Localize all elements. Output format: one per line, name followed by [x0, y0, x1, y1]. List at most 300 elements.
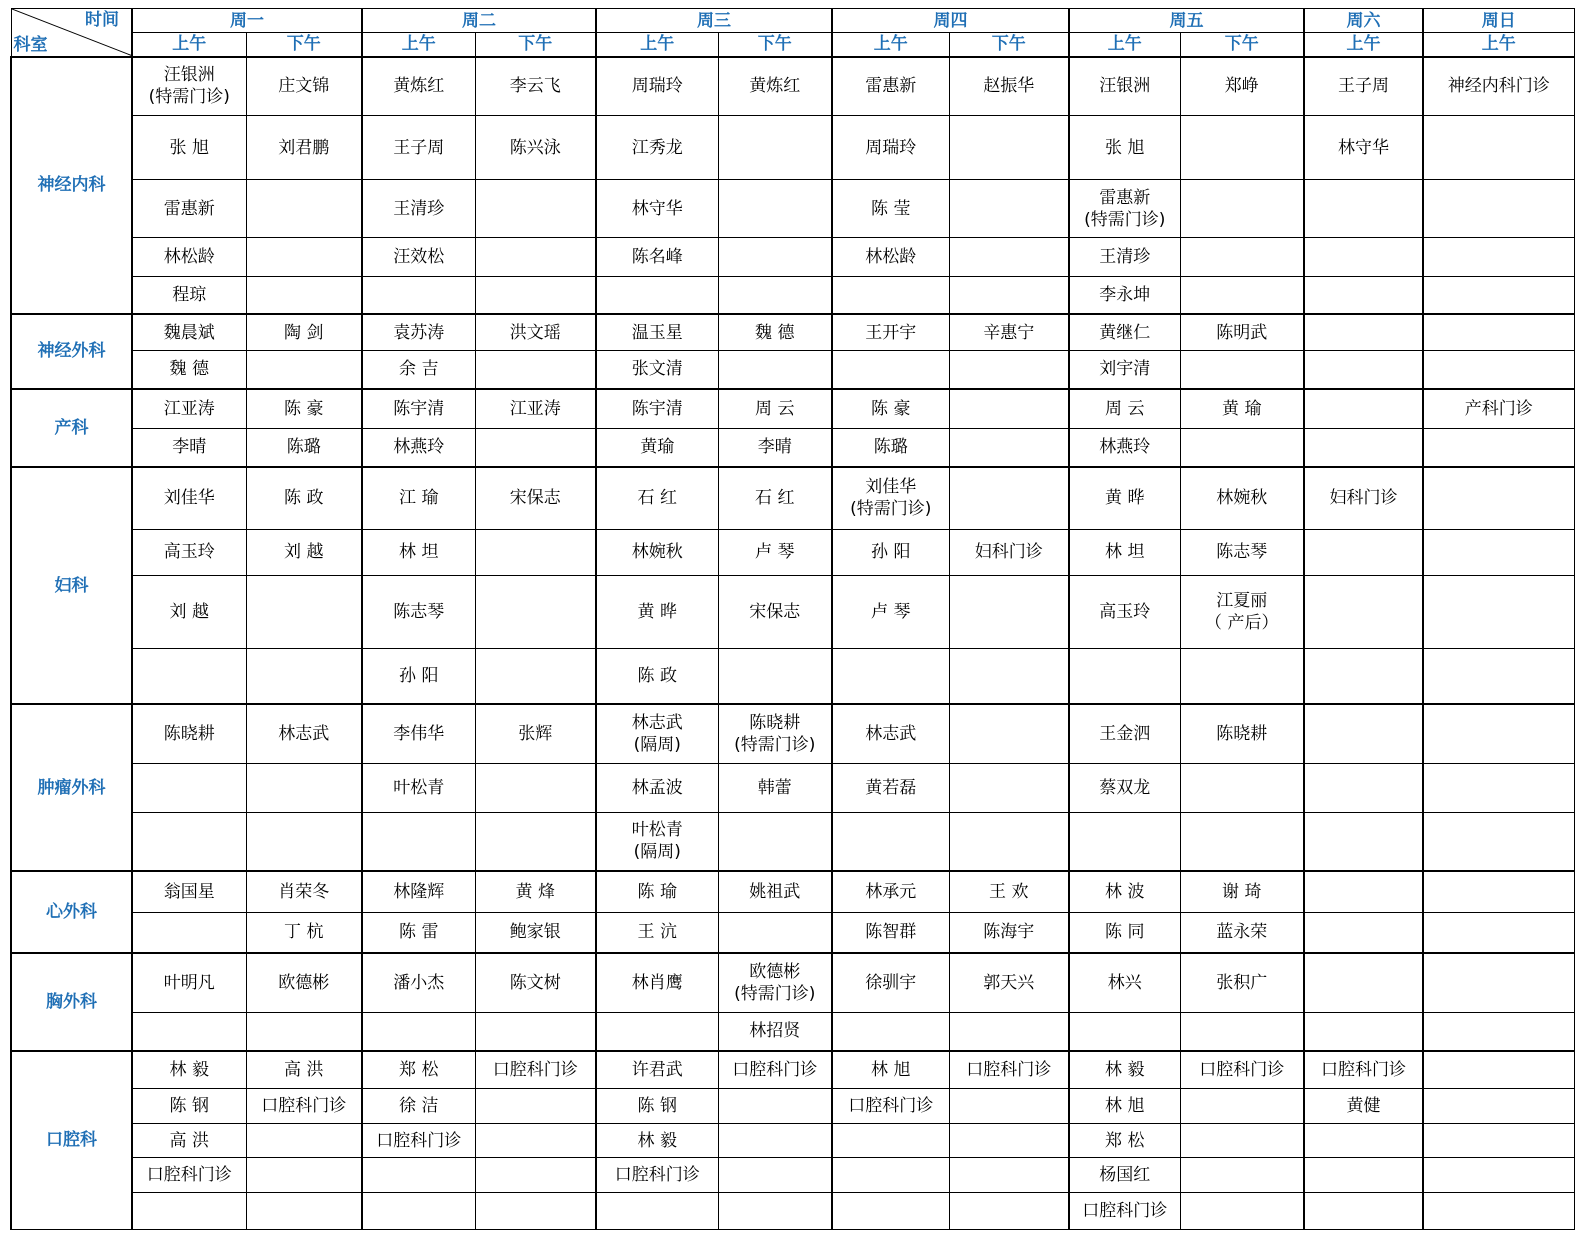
schedule-cell [246, 953, 362, 1012]
schedule-cell [718, 389, 832, 429]
schedule-cell [1069, 429, 1180, 467]
session-header: 上午 [362, 33, 475, 57]
doctor-name: 周瑞玲 [631, 76, 683, 97]
schedule-cell [132, 704, 246, 763]
doctor-name: 口腔科门诊 [966, 1060, 1052, 1081]
schedule-cell [1180, 575, 1304, 648]
schedule-cell [596, 812, 718, 870]
schedule-cell [132, 57, 246, 116]
schedule-cell [1180, 1012, 1304, 1051]
schedule-cell [1069, 812, 1180, 870]
session-header: 上午 [132, 33, 246, 57]
schedule-cell [132, 812, 246, 870]
doctor-name: 陈明武 [1216, 322, 1268, 343]
schedule-cell [362, 238, 475, 277]
schedule-cell [1423, 871, 1574, 913]
schedule-cell [1069, 575, 1180, 648]
doctor-name: 陶 剑 [284, 322, 324, 343]
schedule-cell [718, 871, 832, 913]
doctor-name: 许君武 [631, 1060, 683, 1081]
schedule-cell [1180, 704, 1304, 763]
schedule-cell [832, 1051, 949, 1089]
schedule-cell [1069, 529, 1180, 575]
schedule-cell [1180, 648, 1304, 704]
table-row [11, 1051, 1574, 1089]
schedule-cell [1069, 467, 1180, 530]
schedule-cell [1069, 1124, 1180, 1158]
schedule-cell [832, 1012, 949, 1051]
schedule-cell [475, 116, 596, 180]
table-row [11, 1192, 1574, 1229]
schedule-cell [718, 1089, 832, 1124]
doctor-name: 魏 德 [755, 322, 795, 343]
schedule-cell [596, 575, 718, 648]
doctor-name: 宋保志 [749, 601, 801, 622]
schedule-cell [475, 648, 596, 704]
schedule-cell [718, 1158, 832, 1193]
schedule-cell [949, 1192, 1069, 1229]
doctor-name: 林隆辉 [393, 881, 445, 902]
schedule-cell [832, 953, 949, 1012]
doctor-name: 口腔科门诊 [1199, 1060, 1285, 1081]
doctor-name: 林招贤 [749, 1021, 801, 1042]
schedule-cell [132, 871, 246, 913]
schedule-cell [832, 238, 949, 277]
header-corner [11, 9, 132, 57]
schedule-cell [1180, 180, 1304, 238]
schedule-cell [949, 180, 1069, 238]
doctor-name: 李晴 [172, 437, 207, 458]
schedule-cell [1180, 429, 1304, 467]
schedule-cell [246, 57, 362, 116]
schedule-cell [1423, 764, 1574, 812]
schedule-cell [1180, 913, 1304, 953]
doctor-name: 林 坦 [399, 542, 439, 563]
schedule-cell [718, 314, 832, 351]
schedule-cell [132, 1051, 246, 1089]
schedule-cell [132, 1124, 246, 1158]
schedule-cell [475, 429, 596, 467]
doctor-name: 张 旭 [169, 137, 209, 158]
schedule-cell [949, 648, 1069, 704]
doctor-name: 陈志琴 [393, 601, 445, 622]
schedule-cell [1423, 953, 1574, 1012]
schedule-cell [362, 529, 475, 575]
schedule-cell [1069, 764, 1180, 812]
doctor-name: 高玉玲 [163, 542, 215, 563]
schedule-cell [1304, 913, 1423, 953]
schedule-cell [1069, 1158, 1180, 1193]
table-row [11, 529, 1574, 575]
schedule-cell [362, 1089, 475, 1124]
doctor-name: 陈 雷 [399, 922, 439, 943]
schedule-cell [596, 1012, 718, 1051]
schedule-cell [132, 575, 246, 648]
schedule-cell [1304, 953, 1423, 1012]
doctor-name: 妇科门诊 [974, 542, 1043, 563]
doctor-name: 林婉秋 [631, 542, 683, 563]
table-row [11, 467, 1574, 530]
schedule-cell [832, 529, 949, 575]
schedule-cell [832, 1192, 949, 1229]
doctor-name: 高 洪 [169, 1130, 209, 1151]
schedule-cell [362, 467, 475, 530]
schedule-cell [596, 1051, 718, 1089]
schedule-cell [132, 1192, 246, 1229]
doctor-name: 李云飞 [509, 76, 561, 97]
doctor-name: 黄炼红 [749, 76, 801, 97]
table-row [11, 913, 1574, 953]
doctor-name: 孙 阳 [399, 666, 439, 686]
day-header-mon: 周一 [132, 9, 362, 33]
schedule-cell [1304, 1012, 1423, 1051]
schedule-cell [596, 704, 718, 763]
schedule-cell [1180, 467, 1304, 530]
schedule-cell [246, 277, 362, 314]
doctor-name: 汪银洲 (特需门诊) [148, 65, 230, 108]
schedule-cell [949, 238, 1069, 277]
schedule-cell [132, 1089, 246, 1124]
schedule-cell [246, 429, 362, 467]
schedule-cell [718, 575, 832, 648]
schedule-cell [132, 1158, 246, 1193]
doctor-name: 林 毅 [637, 1130, 677, 1151]
doctor-name: 高玉玲 [1099, 601, 1151, 622]
doctor-name: 高 洪 [284, 1060, 324, 1081]
session-header: 下午 [475, 33, 596, 57]
table-row [11, 575, 1574, 648]
doctor-name: 林志武 (隔周) [631, 713, 683, 756]
schedule-cell [475, 953, 596, 1012]
schedule-cell [1304, 116, 1423, 180]
schedule-cell [1423, 1089, 1574, 1124]
schedule-cell [1069, 871, 1180, 913]
doctor-name: 口腔科门诊 [1082, 1200, 1168, 1221]
schedule-cell [1423, 1158, 1574, 1193]
doctor-name: 张辉 [518, 724, 553, 745]
table-row [11, 351, 1574, 389]
schedule-cell [1304, 1192, 1423, 1229]
doctor-name: 汪效松 [393, 247, 445, 268]
schedule-cell [718, 529, 832, 575]
doctor-name: 姚祖武 [749, 881, 801, 902]
doctor-name: 林志武 [865, 724, 917, 745]
schedule-cell [362, 953, 475, 1012]
schedule-cell [832, 764, 949, 812]
schedule-cell [246, 1192, 362, 1229]
doctor-name: 陈晓耕 (特需门诊) [734, 713, 816, 756]
schedule-cell [1304, 351, 1423, 389]
schedule-cell [1423, 812, 1574, 870]
schedule-cell [1180, 57, 1304, 116]
department-name: 胸外科 [11, 953, 132, 1051]
doctor-name: 刘佳华 (特需门诊) [850, 477, 932, 520]
schedule-cell [362, 314, 475, 351]
schedule-cell [246, 704, 362, 763]
schedule-cell [596, 1124, 718, 1158]
schedule-cell [246, 575, 362, 648]
table-row [11, 429, 1574, 467]
doctor-name: 刘宇清 [1099, 359, 1151, 380]
doctor-name: 黄 晔 [637, 601, 677, 622]
doctor-name: 刘 越 [284, 542, 324, 563]
department-name: 神经外科 [11, 314, 132, 389]
doctor-name: 林 旭 [1105, 1096, 1145, 1117]
doctor-name: 陈宇清 [393, 398, 445, 419]
schedule-cell [718, 648, 832, 704]
session-header: 上午 [832, 33, 949, 57]
doctor-name: 杨国红 [1099, 1165, 1151, 1186]
table-row [11, 648, 1574, 704]
schedule-cell [1069, 57, 1180, 116]
schedule-cell [1304, 57, 1423, 116]
schedule-cell [1180, 953, 1304, 1012]
table-row [11, 238, 1574, 277]
schedule-cell [132, 1012, 246, 1051]
table-row [11, 871, 1574, 913]
doctor-name: 叶松青 [393, 778, 445, 799]
doctor-name: 韩蕾 [757, 778, 792, 799]
doctor-name: 李伟华 [393, 724, 445, 745]
schedule-cell [596, 1158, 718, 1193]
schedule-cell [596, 180, 718, 238]
schedule-cell [1180, 1158, 1304, 1193]
schedule-cell [949, 351, 1069, 389]
schedule-cell [832, 1158, 949, 1193]
doctor-name: 黄健 [1346, 1096, 1381, 1117]
doctor-name: 陈 钢 [169, 1096, 209, 1117]
doctor-name: 黄 瑜 [1222, 398, 1262, 419]
schedule-cell [1180, 1124, 1304, 1158]
schedule-cell [1180, 351, 1304, 389]
schedule-cell [949, 314, 1069, 351]
schedule-cell [718, 429, 832, 467]
schedule-cell [475, 180, 596, 238]
schedule-cell [475, 1012, 596, 1051]
schedule-cell [246, 180, 362, 238]
doctor-name: 卢 琴 [871, 601, 911, 622]
doctor-name: 林 毅 [169, 1060, 209, 1081]
schedule-cell [475, 913, 596, 953]
doctor-name: 口腔科门诊 [1321, 1060, 1406, 1081]
schedule-cell [596, 871, 718, 913]
table-row [11, 953, 1574, 1012]
table-row [11, 314, 1574, 351]
schedule-cell [718, 764, 832, 812]
schedule-cell [1423, 389, 1574, 429]
schedule-cell [475, 1192, 596, 1229]
schedule-cell [475, 1051, 596, 1089]
session-header: 下午 [718, 33, 832, 57]
doctor-name: 江亚涛 [509, 398, 561, 419]
schedule-cell [132, 467, 246, 530]
doctor-name: 王清珍 [1099, 247, 1151, 268]
schedule-cell [1180, 529, 1304, 575]
schedule-cell [1069, 1192, 1180, 1229]
schedule-cell [246, 116, 362, 180]
schedule-cell [1304, 704, 1423, 763]
doctor-name: 魏晨斌 [163, 322, 215, 343]
schedule-cell [362, 1192, 475, 1229]
doctor-name: 蔡双龙 [1099, 778, 1151, 799]
doctor-name: 黄继仁 [1099, 322, 1151, 343]
schedule-cell [132, 238, 246, 277]
schedule-cell [246, 351, 362, 389]
schedule-cell [718, 1051, 832, 1089]
schedule-cell [362, 1051, 475, 1089]
schedule-cell [1304, 238, 1423, 277]
corner-time-label: 时间 [85, 10, 119, 30]
schedule-cell [949, 1089, 1069, 1124]
schedule-cell [1180, 1051, 1304, 1089]
schedule-cell [832, 351, 949, 389]
table-row [11, 1124, 1574, 1158]
department-name: 产科 [11, 389, 132, 467]
schedule-cell [596, 351, 718, 389]
schedule-cell [1423, 1192, 1574, 1229]
doctor-name: 周瑞玲 [865, 137, 917, 158]
schedule-cell [475, 389, 596, 429]
table-row [11, 1089, 1574, 1124]
schedule-cell [246, 648, 362, 704]
schedule-cell [362, 1124, 475, 1158]
schedule-cell [832, 871, 949, 913]
session-header: 上午 [596, 33, 718, 57]
schedule-cell [718, 57, 832, 116]
doctor-name: 林燕玲 [393, 437, 445, 458]
doctor-name: 雷惠新 [865, 76, 917, 97]
doctor-name: 温玉星 [631, 322, 683, 343]
schedule-cell [362, 1158, 475, 1193]
schedule-cell [132, 913, 246, 953]
schedule-cell [832, 389, 949, 429]
schedule-cell [949, 913, 1069, 953]
doctor-name: 林守华 [631, 198, 683, 219]
doctor-name: 黄若磊 [865, 778, 917, 799]
day-header-sat: 周六 [1304, 9, 1423, 33]
schedule-cell [246, 871, 362, 913]
doctor-name: 陈晓耕 [1216, 724, 1268, 745]
schedule-cell [1180, 764, 1304, 812]
schedule-cell [132, 429, 246, 467]
schedule-cell [1180, 871, 1304, 913]
doctor-name: 林肖鹰 [631, 972, 683, 993]
doctor-name: 刘君鹏 [278, 137, 330, 158]
schedule-cell [1423, 529, 1574, 575]
doctor-name: 王子周 [393, 137, 445, 158]
schedule-cell [132, 180, 246, 238]
doctor-name: 口腔科门诊 [732, 1060, 818, 1081]
doctor-name: 石 红 [637, 488, 677, 509]
schedule-cell [1180, 812, 1304, 870]
schedule-cell [1069, 1051, 1180, 1089]
doctor-name: 郑 松 [1105, 1130, 1145, 1151]
schedule-cell [246, 812, 362, 870]
doctor-name: 林燕玲 [1099, 437, 1151, 458]
schedule-cell [949, 116, 1069, 180]
schedule-cell [1304, 1089, 1423, 1124]
schedule-cell [475, 277, 596, 314]
schedule-body [11, 57, 1574, 1230]
schedule-cell [132, 116, 246, 180]
table-row [11, 116, 1574, 180]
schedule-cell [832, 277, 949, 314]
doctor-name: 陈 莹 [871, 198, 911, 219]
schedule-cell [1423, 704, 1574, 763]
session-header: 下午 [1180, 33, 1304, 57]
schedule-cell [362, 57, 475, 116]
schedule-cell [362, 116, 475, 180]
doctor-name: 陈璐 [873, 437, 908, 458]
doctor-name: 王 沆 [637, 922, 677, 943]
department-name: 妇科 [11, 467, 132, 705]
doctor-name: 蓝永荣 [1216, 922, 1268, 943]
doctor-name: 口腔科门诊 [146, 1165, 232, 1186]
doctor-name: 李晴 [757, 437, 792, 458]
schedule-cell [832, 57, 949, 116]
doctor-name: 黄炼红 [393, 76, 445, 97]
schedule-cell [1069, 116, 1180, 180]
table-row [11, 57, 1574, 116]
doctor-name: 王 欢 [989, 881, 1029, 902]
doctor-name: 陈兴泳 [509, 137, 561, 158]
schedule-cell [949, 1051, 1069, 1089]
doctor-name: 洪文瑶 [509, 322, 561, 343]
doctor-name: 陈志琴 [1216, 542, 1268, 563]
schedule-cell [832, 314, 949, 351]
doctor-name: 陈宇清 [631, 398, 683, 419]
schedule-cell [1304, 180, 1423, 238]
schedule-cell [1423, 648, 1574, 704]
corner-dept-label: 科室 [13, 34, 48, 55]
schedule-cell [1423, 238, 1574, 277]
schedule-cell [362, 812, 475, 870]
schedule-cell [949, 1158, 1069, 1193]
schedule-cell [832, 180, 949, 238]
doctor-name: 林志武 [278, 724, 330, 745]
schedule-cell [832, 467, 949, 530]
schedule-cell [1304, 529, 1423, 575]
schedule-cell [949, 389, 1069, 429]
doctor-name: 王清珍 [393, 198, 445, 219]
schedule-cell [475, 57, 596, 116]
doctor-name: 袁苏涛 [393, 322, 445, 343]
schedule-cell [718, 467, 832, 530]
schedule-cell [1069, 1089, 1180, 1124]
schedule-cell [949, 575, 1069, 648]
doctor-name: 口腔科门诊 [376, 1130, 462, 1151]
schedule-cell [362, 704, 475, 763]
doctor-name: 陈智群 [865, 922, 917, 943]
schedule-cell [1304, 1124, 1423, 1158]
doctor-name: 江秀龙 [631, 137, 683, 158]
schedule-cell [832, 812, 949, 870]
doctor-name: 宋保志 [509, 488, 561, 509]
schedule-cell [132, 351, 246, 389]
doctor-name: 郑 松 [399, 1060, 439, 1081]
doctor-name: 翁国星 [163, 881, 215, 902]
schedule-cell [596, 429, 718, 467]
schedule-cell [1423, 913, 1574, 953]
doctor-name: 徐 洁 [399, 1096, 439, 1117]
schedule-cell [362, 1012, 475, 1051]
schedule-cell [1304, 389, 1423, 429]
table-row [11, 704, 1574, 763]
schedule-cell [949, 764, 1069, 812]
doctor-name: 林承元 [865, 881, 917, 902]
doctor-name: 刘 越 [169, 601, 209, 622]
schedule-cell [596, 648, 718, 704]
